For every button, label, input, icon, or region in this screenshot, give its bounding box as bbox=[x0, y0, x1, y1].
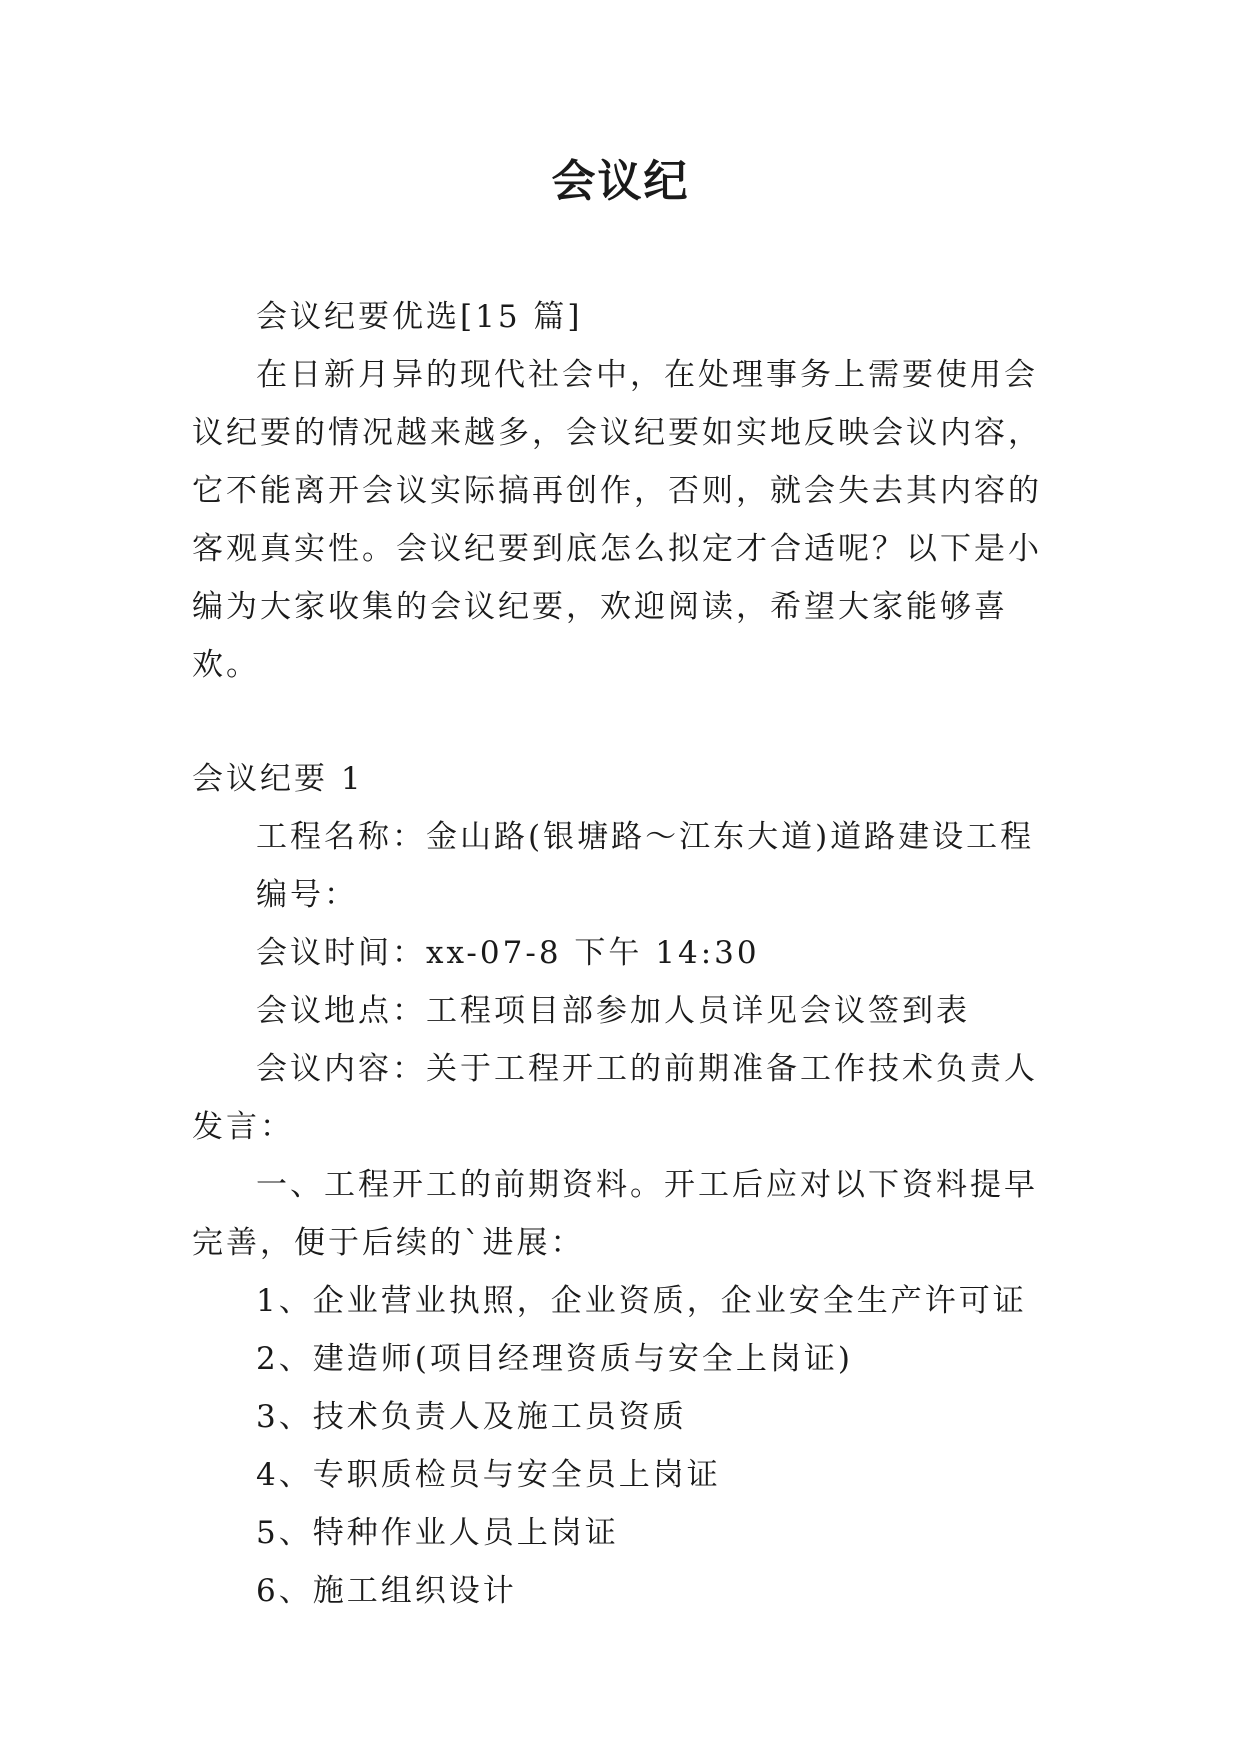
list-item: 1、企业营业执照，企业资质，企业安全生产许可证 bbox=[256, 1283, 1027, 1319]
subtitle-paragraph: 会议纪要优选[15 篇] bbox=[256, 299, 583, 335]
number-line: 编号： bbox=[256, 877, 358, 913]
list-item: 4、专职质检员与安全员上岗证 bbox=[256, 1457, 721, 1493]
meeting-time-line: 会议时间：xx-07-8 下午 14:30 bbox=[256, 935, 760, 971]
point-one-paragraph: 一、工程开工的前期资料。开工后应对以下资料提早完善，便于后续的`进展： bbox=[192, 1167, 1038, 1261]
project-name-line: 工程名称：金山路(银塘路～江东大道)道路建设工程 bbox=[256, 819, 1035, 855]
list-item: 3、技术负责人及施工员资质 bbox=[256, 1399, 687, 1435]
meeting-content-paragraph: 会议内容：关于工程开工的前期准备工作技术负责人发言： bbox=[192, 1051, 1038, 1145]
list-item: 6、施工组织设计 bbox=[256, 1573, 517, 1609]
document-body bbox=[192, 288, 1050, 1620]
intro-paragraph: 在日新月异的现代社会中，在处理事务上需要使用会议纪要的情况越来越多，会议纪要如实地反映会议内容，它不能离开会议实际搞再创作，否则，就会失去其内容的客观真实性。会议纪要到底怎么拟定才合适呢？以下是小编为大家收集的会议纪要，欢迎阅读，希望大家能够喜欢。 bbox=[192, 357, 1042, 683]
paragraph-gap bbox=[192, 694, 1050, 750]
list-item: 2、建造师(项目经理资质与安全上岗证) bbox=[256, 1341, 853, 1377]
list-item: 5、特种作业人员上岗证 bbox=[256, 1515, 619, 1551]
section-heading: 会议纪要 1 bbox=[192, 761, 364, 797]
document-title: 会议纪 bbox=[551, 156, 690, 207]
meeting-place-line: 会议地点：工程项目部参加人员详见会议签到表 bbox=[256, 993, 970, 1029]
